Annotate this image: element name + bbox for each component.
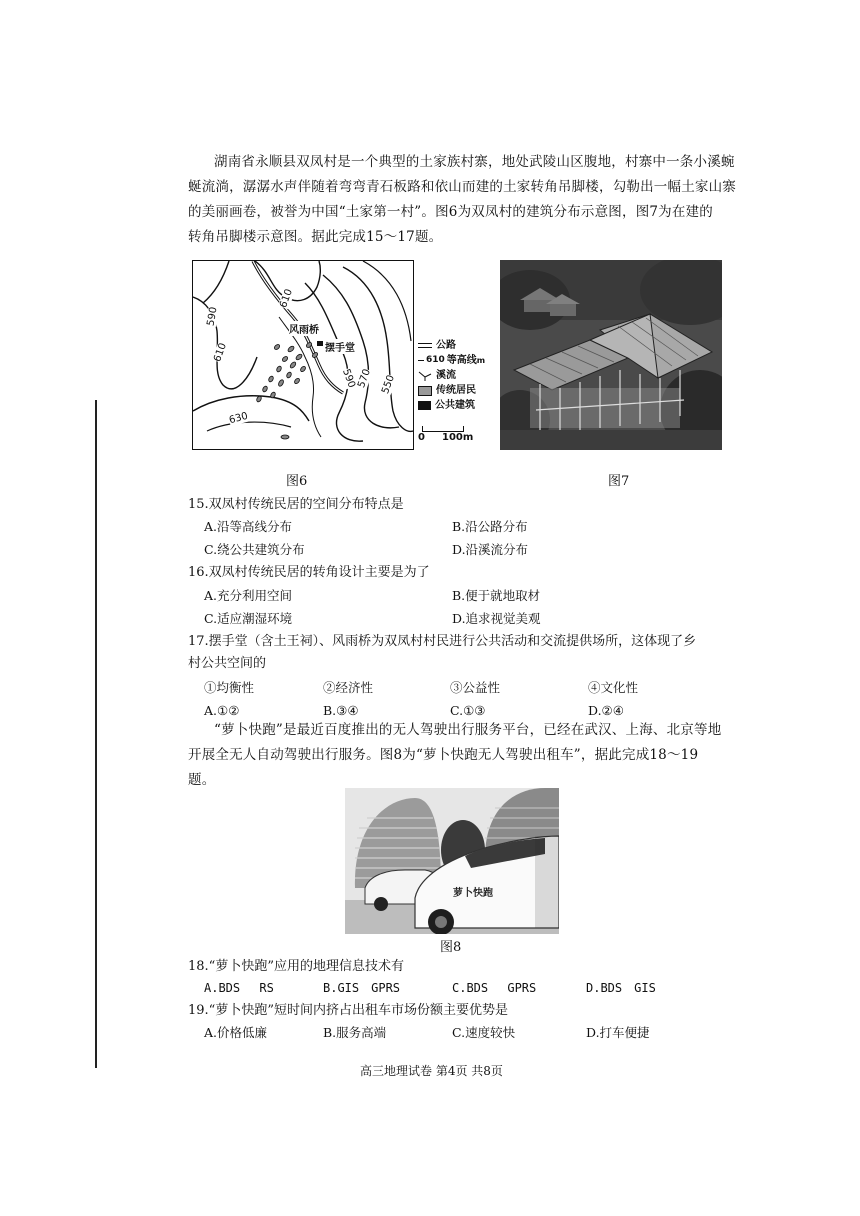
question-18-stem: 18.“萝卜快跑”应用的地理信息技术有 <box>188 959 404 974</box>
question-19-option-b[interactable]: B.服务高端 <box>323 1025 387 1040</box>
passage-1-line-3: 的美丽画卷，被誉为中国“土家第一村”。图6为双凤村的建筑分布示意图，图7为在建的 <box>188 204 713 220</box>
scan-margin-line <box>95 400 97 1068</box>
figure-7-caption: 图7 <box>608 474 630 489</box>
question-17-option-d[interactable]: D.②④ <box>588 703 624 718</box>
question-18-option-c[interactable]: C.BDS GPRS <box>452 981 537 995</box>
question-17-stem <box>188 631 748 675</box>
contour-label-550: 550 <box>380 373 397 396</box>
passage-1-line-2: 蜒流淌，潺潺水声伴随着弯弯青石板路和依山而建的土家转角吊脚楼，勾勒出一幅土家山寨 <box>188 179 736 195</box>
question-15-option-a[interactable]: A.沿等高线分布 <box>204 519 293 534</box>
question-18-option-d[interactable]: D.BDS GIS <box>586 981 656 995</box>
question-17-statement-3: ③公益性 <box>450 680 501 695</box>
scale-distance: 100m <box>442 432 474 443</box>
question-15-stem: 15.双凤村传统民居的空间分布特点是 <box>188 497 404 512</box>
legend-traditional-houses: 传统居民 <box>418 383 498 398</box>
question-19-option-d[interactable]: D.打车便捷 <box>586 1025 650 1040</box>
passage-1-line-4: 转角吊脚楼示意图。据此完成15～17题。 <box>188 229 443 245</box>
question-16-option-a[interactable]: A.充分利用空间 <box>204 588 293 603</box>
place-baishou-hall: 摆手堂 <box>325 339 355 354</box>
contour-label-590-left: 590 <box>205 306 220 327</box>
question-17-option-a[interactable]: A.①② <box>204 703 240 718</box>
question-16-option-d[interactable]: D.追求视觉美观 <box>452 611 541 626</box>
contour-label-590-right: 590 <box>340 367 357 390</box>
traditional-house-symbol-icon <box>418 386 432 396</box>
page-footer: 高三地理试卷 第4页 共8页 <box>360 1064 503 1078</box>
question-18-option-a[interactable]: A.BDS RS <box>204 981 274 995</box>
road-symbol-icon <box>418 343 432 348</box>
legend-public-buildings: 公共建筑 <box>418 398 498 413</box>
stream-symbol-icon <box>418 371 432 381</box>
question-17-stem-line-1: 17.摆手堂（含土王祠）、风雨桥为双凤村村民进行公共活动和交流提供场所，这体现了乡 <box>188 634 697 649</box>
legend-road: 公路 <box>418 338 498 353</box>
passage-2-line-1: “萝卜快跑”是最近百度推出的无人驾驶出行服务平台，已经在武汉、上海、北京等地 <box>214 722 722 738</box>
robotaxi-photo-svg <box>345 788 559 934</box>
place-wind-rain-bridge: 风雨桥 <box>289 321 319 336</box>
question-19-option-c[interactable]: C.速度较快 <box>452 1025 516 1040</box>
contour-label-630: 630 <box>227 410 250 427</box>
question-16-stem: 16.双凤村传统民居的转角设计主要是为了 <box>188 565 430 580</box>
map-legend <box>418 338 498 413</box>
passage-1-line-1: 湖南省永顺县双凤村是一个典型的土家族村寨，地处武陵山区腹地，村寨中一条小溪蜿 <box>214 154 735 170</box>
question-18-option-b[interactable]: B.GIS GPRS <box>323 981 401 995</box>
contour-label-610-left: 610 <box>212 341 229 364</box>
contour-label-610-top: 610 <box>278 287 295 310</box>
contour-label-570: 570 <box>356 367 373 390</box>
question-15-option-d[interactable]: D.沿溪流分布 <box>452 542 529 557</box>
robotaxi-logo-text: 萝卜快跑 <box>453 888 493 899</box>
figure-6-caption: 图6 <box>286 474 308 489</box>
passage-2-line-3: 题。 <box>188 772 216 788</box>
question-17-stem-line-2: 村公共空间的 <box>188 656 267 671</box>
figure-8-photo <box>345 788 559 934</box>
question-15-option-b[interactable]: B.沿公路分布 <box>452 519 528 534</box>
contour-map-svg <box>193 261 413 449</box>
passage-1 <box>188 150 748 250</box>
question-17-statement-4: ④文化性 <box>588 680 639 695</box>
figure-8-caption: 图8 <box>440 940 462 955</box>
figure-7-photo <box>500 260 722 450</box>
question-17-statement-2: ②经济性 <box>323 680 374 695</box>
question-19-stem: 19.“萝卜快跑”短时间内挤占出租车市场份额主要优势是 <box>188 1003 508 1018</box>
passage-2-line-2: 开展全无人自动驾驶出行服务。图8为“萝卜快跑无人驾驶出租车”，据此完成18～19 <box>188 747 699 763</box>
question-19-option-a[interactable]: A.价格低廉 <box>204 1025 268 1040</box>
legend-contour: 610 等高线 m <box>418 353 498 368</box>
contour-symbol-icon <box>418 360 424 361</box>
legend-stream: 溪流 <box>418 368 498 383</box>
question-17-option-b[interactable]: B.③④ <box>323 703 359 718</box>
public-building-symbol-icon <box>418 401 431 410</box>
question-16-option-c[interactable]: C.适应潮湿环境 <box>204 611 293 626</box>
question-15-option-c[interactable]: C.绕公共建筑分布 <box>204 542 305 557</box>
scale-zero: 0 <box>418 432 425 443</box>
question-17-option-c[interactable]: C.①③ <box>450 703 486 718</box>
stilt-house-photo-svg <box>500 260 722 450</box>
figure-6-map <box>192 260 414 450</box>
question-17-statement-1: ①均衡性 <box>204 680 255 695</box>
passage-2 <box>188 718 748 793</box>
question-16-option-b[interactable]: B.便于就地取材 <box>452 588 541 603</box>
